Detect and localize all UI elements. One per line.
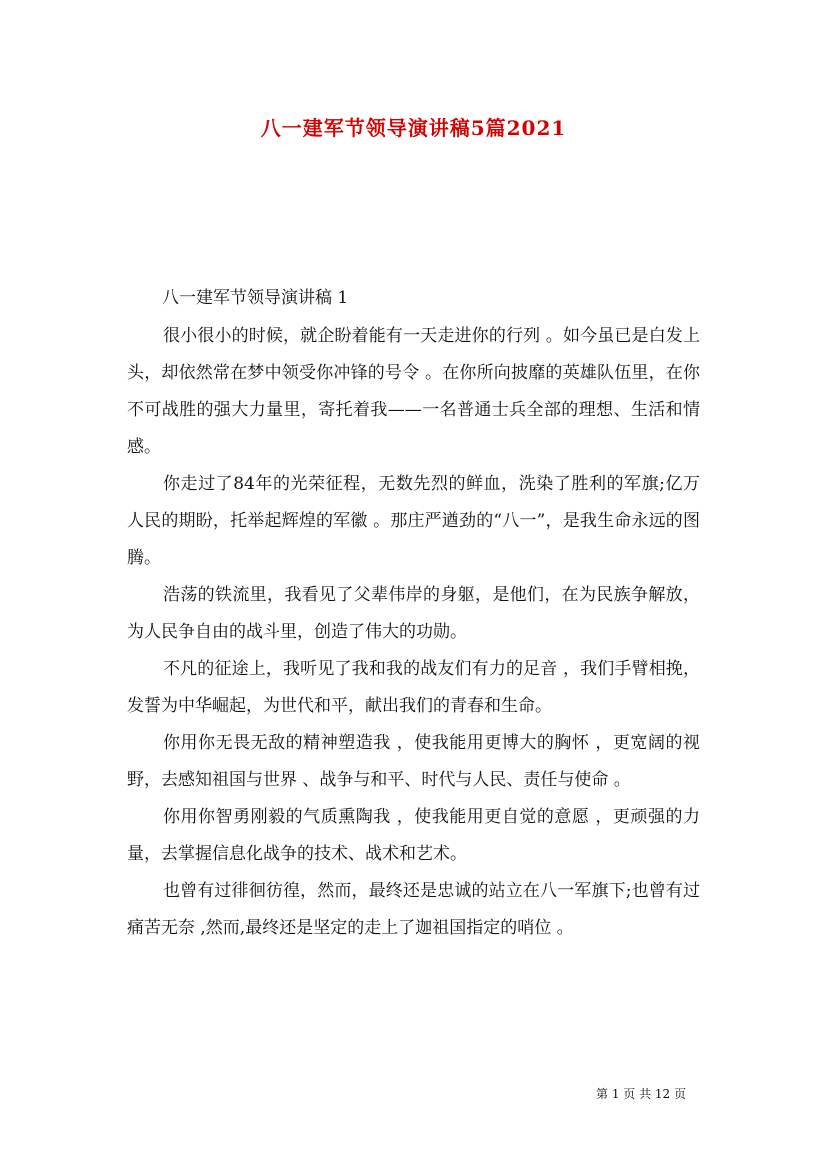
page-number-footer: 第 1 页 共 12 页 xyxy=(596,1087,686,1101)
paragraph: 很小很小的时候，就企盼着能有一天走进你的行列 。如今虽已是白发上头，却依然常在梦中领受你冲锋的号令 。在你所向披靡的英雄队伍里，在你不可战胜的强大力量里，寄托着我——一名普通士兵全部的理想、生活和情感。 xyxy=(127,326,700,457)
paragraph: 不凡的征途上，我听见了我和我的战友们有力的足音 ，我们手臂相挽，发誓为中华崛起，为世代和平，献出我们的青春和生命。 xyxy=(127,659,700,716)
paragraph: 你用你智勇刚毅的气质熏陶我 ，使我能用更自觉的意愿 ，更顽强的力量，去掌握信息化战争的技术、战术和艺术。 xyxy=(127,807,700,864)
document-title: 八一建军节领导演讲稿5篇2021 xyxy=(260,116,567,140)
paragraph: 你用你无畏无敌的精神塑造我 ，使我能用更博大的胸怀 ，更宽阔的视野，去感知祖国与世界 、战争与和平、时代与人民、责任与使命 。 xyxy=(127,733,700,790)
paragraph: 浩荡的铁流里，我看见了父辈伟岸的身躯，是他们，在为民族争解放，为人民争自由的战斗里，创造了伟大的功勋。 xyxy=(127,585,700,642)
paragraph: 你走过了84年的光荣征程，无数先烈的鲜血，洗染了胜利的军旗;亿万人民的期盼，托举起辉煌的军徽 。那庄严遒劲的“八一”，是我生命永远的图腾。 xyxy=(127,474,700,568)
section-heading: 八一建军节领导演讲稿 1 xyxy=(162,288,349,308)
document-body xyxy=(127,283,700,947)
paragraph: 也曾有过徘徊彷徨，然而，最终还是忠诚的站立在八一军旗下;也曾有过痛苦无奈 ,然而,最终还是坚定的走上了迦祖国指定的哨位 。 xyxy=(127,881,700,938)
